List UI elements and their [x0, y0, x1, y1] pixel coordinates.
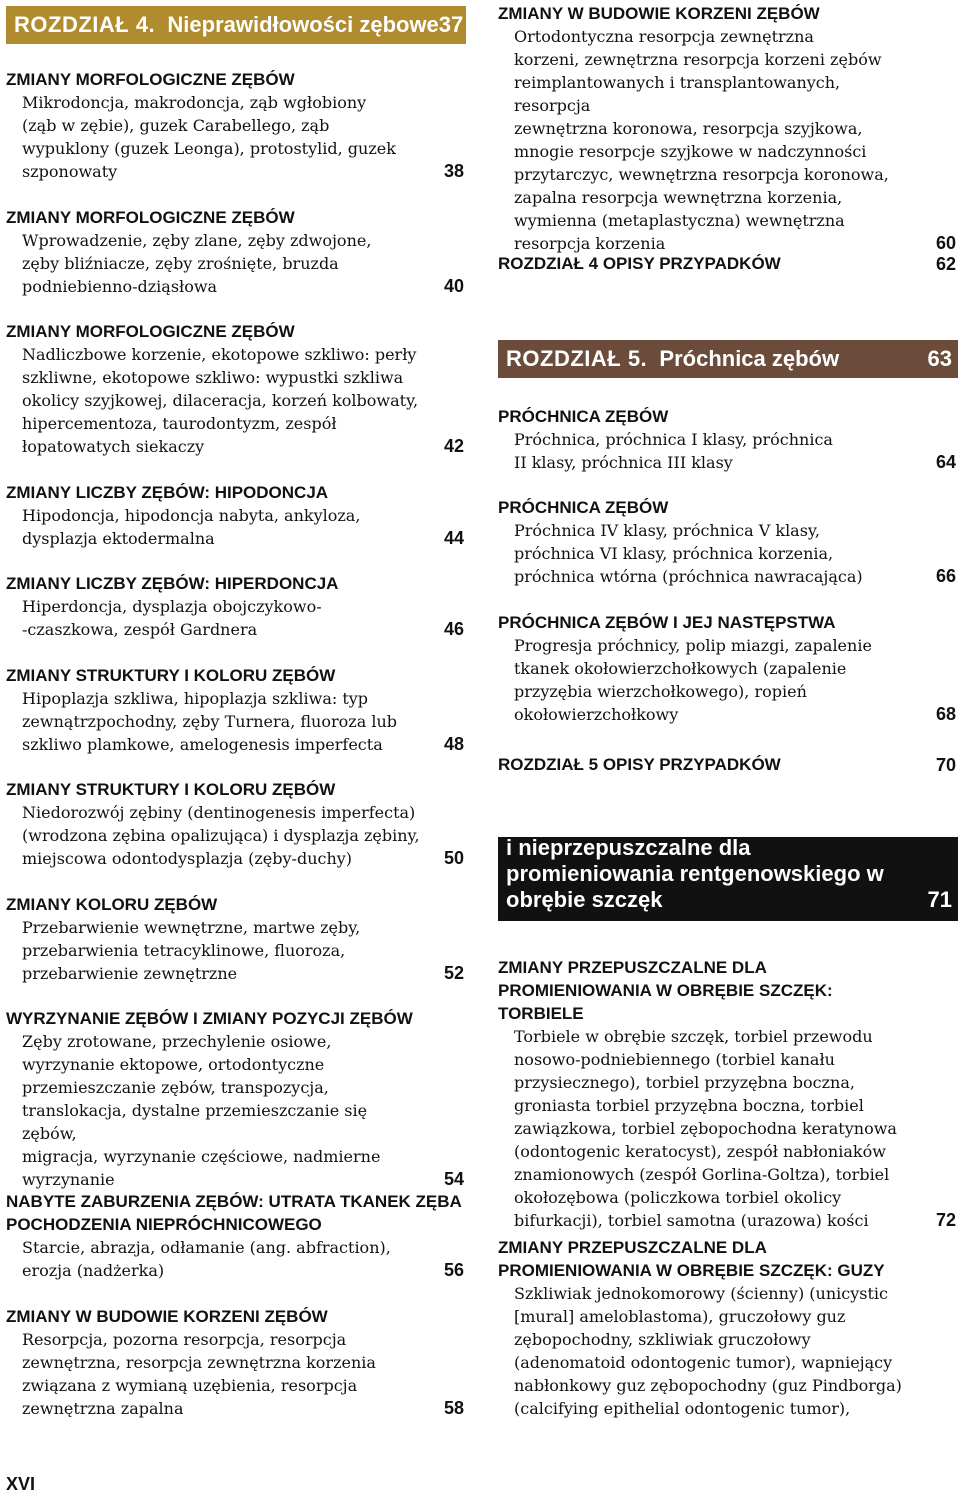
chapter-4-label-title: ROZDZIAŁ 4. Nieprawidłowości zębowe [14, 12, 439, 37]
toc-entry-body: Próchnica, próchnica I klasy, próchnica II klasy, próchnica III klasy 64 [514, 430, 956, 472]
toc-entry-body: Niedorozwój zębiny (dentinogenesis imperfecta) (wrodzona zębina opalizująca) i dysplazja zębiny, miejscowa odontodysplazja (zęby-duchy) 50 [22, 803, 464, 868]
toc-entry-title: PRÓCHNICA ZĘBÓW [498, 407, 669, 426]
page-number: 62 [935, 254, 956, 274]
chapter-6-label-title: ROZDZIAŁ 6. Zmiany przepuszczalne i nieprzepuszczalne dla promieniowania rentgenowskiego w obrębie szczęk [506, 809, 906, 912]
page-number: 46 [443, 619, 464, 639]
chapter-5-label-title: ROZDZIAŁ 5. Próchnica zębów [506, 346, 840, 371]
chapter-6-page: 71 [927, 887, 952, 912]
toc-entry-body: Wprowadzenie, zęby zlane, zęby zdwojone, zęby bliźniacze, zęby zrośnięte, bruzda podniebienno-dziąsłowa 40 [22, 231, 464, 296]
page-number: 50 [443, 848, 464, 868]
page-number: 38 [443, 161, 464, 181]
chapter-6-header[interactable] [498, 809, 958, 921]
toc-entry[interactable] [498, 496, 958, 588]
page-number: 66 [935, 566, 956, 586]
page-number: 40 [443, 276, 464, 296]
toc-entry-title: ZMIANY MORFOLOGICZNE ZĘBÓW [6, 322, 295, 341]
toc-entry-title: ZMIANY KOLORU ZĘBÓW [6, 895, 218, 914]
page-number: 42 [443, 436, 464, 456]
page-number: 72 [935, 1210, 956, 1230]
chapter-5-cases-title: ROZDZIAŁ 5 OPISY PRZYPADKÓW [498, 755, 781, 774]
toc-entry[interactable] [6, 893, 466, 985]
toc-entry-title: ZMIANY PRZEPUSZCZALNE DLA PROMIENIOWANIA W OBRĘBIE SZCZĘK: GUZY [498, 1238, 885, 1280]
toc-entry-body: Próchnica IV klasy, próchnica V klasy, próchnica VI klasy, próchnica korzenia, próchnica wtórna (próchnica nawracająca) 66 [514, 521, 956, 586]
toc-entry-title: NABYTE ZABURZENIA ZĘBÓW: UTRATA TKANEK ZĘBA POCHODZENIA NIEPRÓCHNICOWEGO [6, 1192, 462, 1234]
toc-entry-body: Szkliwiak jednokomorowy (ścienny) (unicystic [mural] ameloblastoma), gruczołowy guz zębopochodny, szkliwiak gruczołowy (adenomatoid odontogenic tumor), wapniejący nabłonkowy guz zębopochodny (guz Pindborga) (calcifying epithelial odontogenic tumor), [514, 1284, 902, 1418]
page-number: 52 [443, 963, 464, 983]
chapter-5-header[interactable] [498, 340, 958, 378]
chapter-5-page: 63 [927, 346, 952, 371]
toc-entry-body: Progresja próchnicy, polip miazgi, zapalenie tkanek okołowierzchołkowych (zapalenie przyzębia wierzchołkowego), ropień okołowierzchołkowy 68 [514, 636, 956, 724]
toc-entry-title: ZMIANY LICZBY ZĘBÓW: HIPERDONCJA [6, 574, 339, 593]
toc-entry-body: Hiperdoncja, dysplazja obojczykowo- -czaszkowa, zespół Gardnera 46 [22, 597, 464, 639]
toc-entry-title: ZMIANY PRZEPUSZCZALNE DLA PROMIENIOWANIA W OBRĘBIE SZCZĘK: TORBIELE [498, 958, 833, 1023]
toc-entry[interactable] [6, 1007, 466, 1191]
toc-entry-body: Hipodoncja, hipodoncja nabyta, ankyloza, dysplazja ektodermalna 44 [22, 506, 464, 548]
page-number: 70 [935, 755, 956, 775]
toc-entry[interactable] [6, 572, 466, 641]
toc-entry-body: Nadliczbowe korzenie, ekotopowe szkliwo: perły szkliwne, ekotopowe szkliwo: wypustki szkliwa okolicy szyjkowej, dilaceracja, korzeń kolbowaty, hipercementoza, taurodontyzm, zespół łopatowatych siekaczy 42 [22, 345, 464, 456]
toc-entry-title: PRÓCHNICA ZĘBÓW I JEJ NASTĘPSTWA [498, 613, 836, 632]
toc-entry[interactable] [498, 2, 958, 255]
toc-entry-body: Ortodontyczna resorpcja zewnętrzna korzeni, zewnętrzna resorpcja korzeni zębów reimplantowanych i transplantowanych, resorpcja zewnętrzna koronowa, resorpcja szyjkowa, mnogie resorpcje szyjkowe w nadczynności przytarczyc, wewnętrzna resorpcja koronowa, zapalna resorpcja wewnętrzna korzenia, wymienna (metaplastyczna) wewnętrzna resorpcja korzenia 60 [514, 27, 956, 253]
page-number: 48 [443, 734, 464, 754]
toc-entry[interactable] [6, 1190, 466, 1282]
chapter-5-cases-entry[interactable] [498, 755, 958, 776]
page-number: 60 [935, 233, 956, 253]
chapter-4-header[interactable] [6, 6, 466, 44]
toc-entry-title: ZMIANY STRUKTURY I KOLORU ZĘBÓW [6, 780, 336, 799]
page-folio: XVI [6, 1474, 36, 1494]
toc-entry-title: PRÓCHNICA ZĘBÓW [498, 498, 669, 517]
toc-entry[interactable] [6, 1305, 466, 1420]
page-number: 68 [935, 704, 956, 724]
toc-entry-body: Hipoplazja szkliwa, hipoplazja szkliwa: typ zewnątrzpochodny, zęby Turnera, fluoroza lub szkliwo plamkowe, amelogenesis imperfecta 48 [22, 689, 464, 754]
toc-entry-body: Starcie, abrazja, odłamanie (ang. abfraction), erozja (nadżerka) 56 [22, 1238, 464, 1280]
toc-entry-title: WYRZYNANIE ZĘBÓW I ZMIANY POZYCJI ZĘBÓW [6, 1009, 413, 1028]
toc-entry-title: ZMIANY W BUDOWIE KORZENI ZĘBÓW [6, 1307, 328, 1326]
toc-entry[interactable] [6, 68, 466, 183]
toc-entry[interactable] [6, 320, 466, 458]
toc-entry-body: Mikrodoncja, makrodoncja, ząb wgłobiony (ząb w zębie), guzek Carabellego, ząb wypuklony (guzek Leonga), protostylid, guzek szponowaty 38 [22, 93, 464, 181]
chapter-4-cases-title: ROZDZIAŁ 4 OPISY PRZYPADKÓW [498, 254, 781, 273]
chapter-4-cases-entry[interactable] [498, 254, 958, 275]
toc-entry[interactable] [6, 206, 466, 298]
toc-entry[interactable] [6, 664, 466, 756]
toc-entry-title: ZMIANY STRUKTURY I KOLORU ZĘBÓW [6, 666, 336, 685]
chapter-4-page: 37 [438, 12, 464, 37]
page-number: 56 [443, 1260, 464, 1280]
toc-entry[interactable] [498, 611, 958, 726]
toc-entry[interactable] [6, 778, 466, 870]
page-number: 44 [443, 528, 464, 548]
toc-entry[interactable] [6, 481, 466, 550]
toc-entry[interactable] [498, 405, 958, 474]
toc-entry-body: Torbiele w obrębie szczęk, torbiel przewodu nosowo-podniebiennego (torbiel kanału przysiecznego), torbiel przyzębna boczna, groniasta torbiel przyzębna boczna, torbiel zawiązkowa, torbiel zębopochodna keratynowa (odontogenic keratocyst), zespół nabłoniaków znamionowych (zespół Gorlina-Goltza), torbiel okołozębowa (policzkowa torbiel okolicy bifurkacji), torbiel samotna (urazowa) kości 72 [514, 1027, 956, 1230]
page-number: 64 [935, 452, 956, 472]
toc-entry-body: Resorpcja, pozorna resorpcja, resorpcja zewnętrzna, resorpcja zewnętrzna korzenia związana z wymianą uzębienia, resorpcja zewnętrzna zapalna 58 [22, 1330, 464, 1418]
page-number: 54 [443, 1169, 464, 1189]
toc-entry-title: ZMIANY MORFOLOGICZNE ZĘBÓW [6, 70, 295, 89]
toc-entry-body: Przebarwienie wewnętrzne, martwe zęby, przebarwienia tetracyklinowe, fluoroza, przebarwienie zewnętrzne 52 [22, 918, 464, 983]
toc-entry-title: ZMIANY MORFOLOGICZNE ZĘBÓW [6, 208, 295, 227]
toc-entry-title: ZMIANY LICZBY ZĘBÓW: HIPODONCJA [6, 483, 329, 502]
toc-entry-body: Zęby zrotowane, przechylenie osiowe, wyrzynanie ektopowe, ortodontyczne przemieszczanie zębów, transpozycja, translokacja, dystalne przemieszczanie się zębów, migracja, wyrzynanie częściowe, nadmierne wyrzynanie 54 [22, 1032, 464, 1189]
toc-entry-title: ZMIANY W BUDOWIE KORZENI ZĘBÓW [498, 4, 820, 23]
toc-entry[interactable] [498, 1236, 958, 1420]
page-number: 58 [443, 1398, 464, 1418]
toc-entry[interactable] [498, 956, 958, 1232]
